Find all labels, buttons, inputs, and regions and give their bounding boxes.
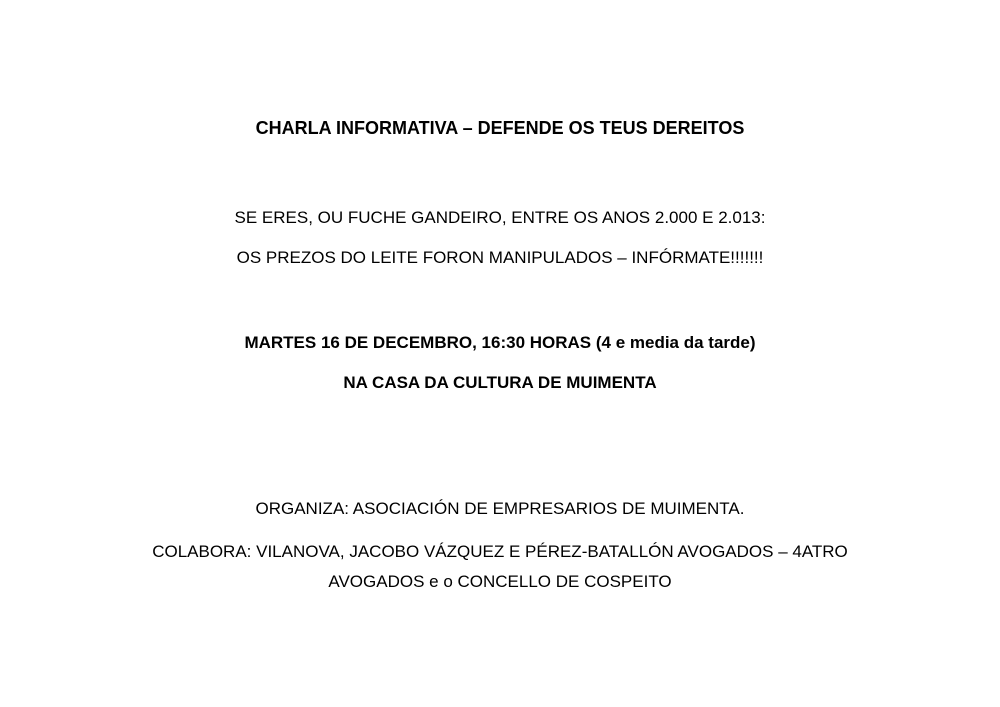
intro-line-2: OS PREZOS DO LEITE FORON MANIPULADOS – INFÓRMATE!!!!!!! bbox=[236, 248, 764, 267]
event-venue: NA CASA DA CULTURA DE MUIMENTA bbox=[343, 373, 657, 392]
event-date-time: MARTES 16 DE DECEMBRO, 16:30 HORAS (4 e media da tarde) bbox=[244, 333, 756, 352]
intro-line-1: SE ERES, OU FUCHE GANDEIRO, ENTRE OS ANOS 2.000 E 2.013: bbox=[234, 208, 766, 227]
collaborators-line-2: AVOGADOS e o CONCELLO DE COSPEITO bbox=[328, 572, 672, 591]
collaborators-line-1: COLABORA: VILANOVA, JACOBO VÁZQUEZ E PÉREZ-BATALLÓN AVOGADOS – 4ATRO bbox=[152, 542, 848, 561]
organizer-line: ORGANIZA: ASOCIACIÓN DE EMPRESARIOS DE MUIMENTA. bbox=[255, 499, 745, 518]
document-title: CHARLA INFORMATIVA – DEFENDE OS TEUS DEREITOS bbox=[255, 118, 745, 138]
